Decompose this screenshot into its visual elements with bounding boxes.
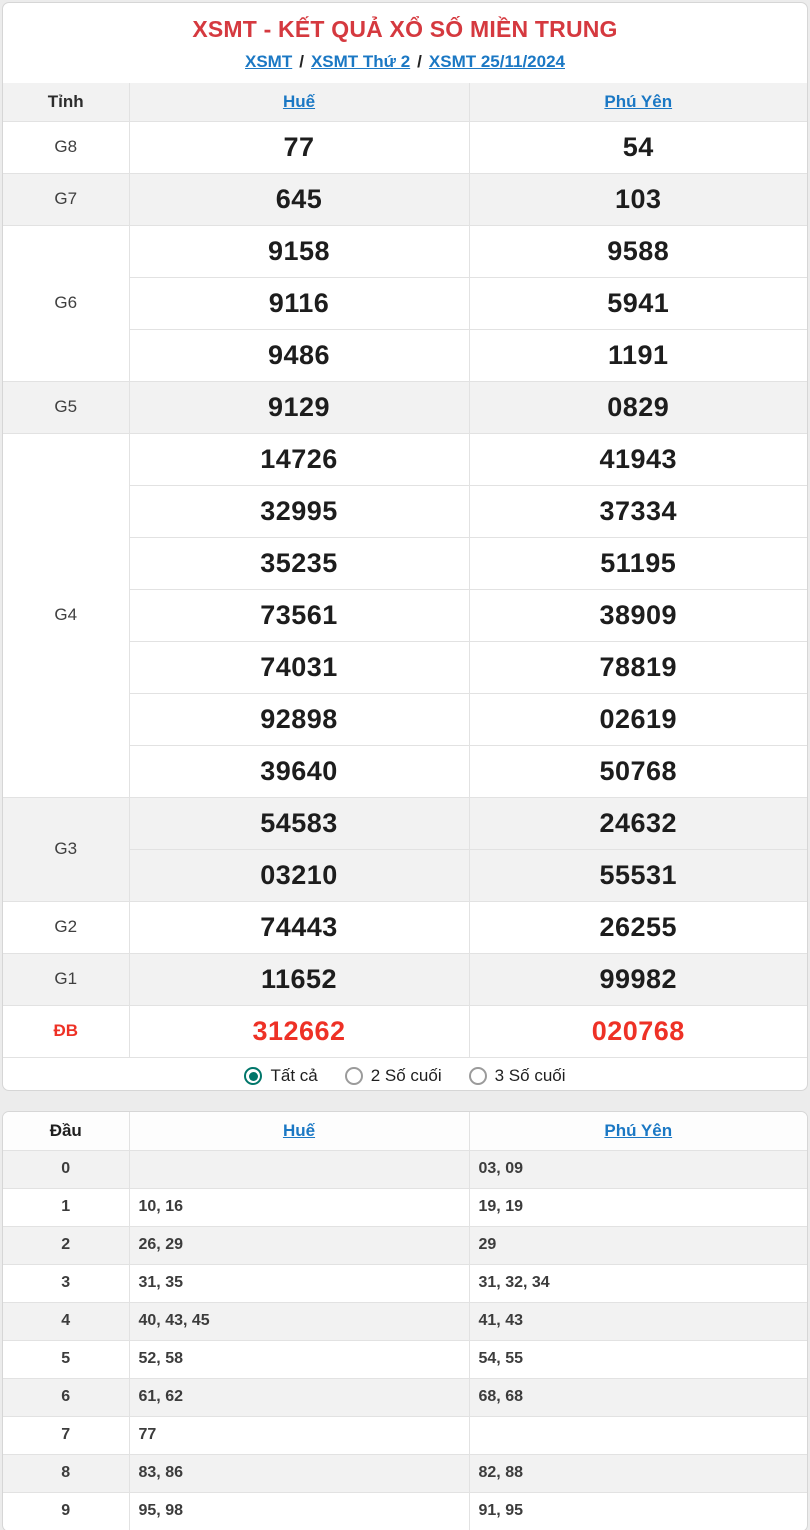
- prize-value-cell: 26255: [469, 901, 807, 953]
- province-column-header: [469, 83, 807, 121]
- head-digit-cell: 0: [3, 1150, 129, 1188]
- tail-values-cell: 54, 55: [469, 1340, 807, 1378]
- radio-dot-icon: [249, 1072, 258, 1081]
- prize-value-cell: 9129: [129, 381, 469, 433]
- prize-value-cell: 74031: [129, 641, 469, 693]
- tails-row: [3, 1264, 807, 1302]
- prize-row: [3, 953, 807, 1005]
- prize-label-cell: G1: [3, 953, 129, 1005]
- tail-values-cell: 31, 35: [129, 1264, 469, 1302]
- results-table: [3, 83, 807, 1058]
- head-digit-cell: 9: [3, 1492, 129, 1530]
- head-digit-cell: 2: [3, 1226, 129, 1264]
- radio-option-3-so-cuoi[interactable]: [469, 1066, 566, 1086]
- page-title: XSMT - KẾT QUẢ XỔ SỐ MIỀN TRUNG: [192, 16, 618, 42]
- prize-row: [3, 1005, 807, 1057]
- prize-value-cell: 24632: [469, 797, 807, 849]
- tail-values-cell: [129, 1150, 469, 1188]
- prize-row: [3, 797, 807, 849]
- display-mode-radio-group: [3, 1058, 807, 1092]
- prize-value-cell: 1191: [469, 329, 807, 381]
- prize-value-cell: 37334: [469, 485, 807, 537]
- prize-value-cell: 9486: [129, 329, 469, 381]
- tail-values-cell: 95, 98: [129, 1492, 469, 1530]
- tail-values-cell: 61, 62: [129, 1378, 469, 1416]
- breadcrumb: [3, 43, 807, 83]
- breadcrumb-link-xsmt[interactable]: XSMT: [245, 52, 293, 71]
- results-corner-header: Tỉnh: [3, 83, 129, 121]
- prize-value-cell: 92898: [129, 693, 469, 745]
- tail-values-cell: 40, 43, 45: [129, 1302, 469, 1340]
- head-digit-cell: 4: [3, 1302, 129, 1340]
- tail-values-cell: 52, 58: [129, 1340, 469, 1378]
- radio-option-label: Tất cả: [270, 1066, 318, 1085]
- tail-values-cell: 68, 68: [469, 1378, 807, 1416]
- province-column-header: [129, 83, 469, 121]
- tails-row: [3, 1302, 807, 1340]
- prize-value-cell: 645: [129, 173, 469, 225]
- breadcrumb-separator: /: [417, 52, 422, 71]
- prize-label-cell: G5: [3, 381, 129, 433]
- province-column-header: [129, 1112, 469, 1150]
- prize-value-cell: 73561: [129, 589, 469, 641]
- tail-values-cell: 03, 09: [469, 1150, 807, 1188]
- prize-value-cell: 35235: [129, 537, 469, 589]
- province-column-header: [469, 1112, 807, 1150]
- tails-row: [3, 1226, 807, 1264]
- prize-label-cell: G2: [3, 901, 129, 953]
- prize-row: [3, 225, 807, 277]
- prize-label-cell: G6: [3, 225, 129, 381]
- prize-value-cell: 14726: [129, 433, 469, 485]
- radio-icon: [469, 1067, 487, 1085]
- prize-value-cell: 11652: [129, 953, 469, 1005]
- prize-value-cell: 78819: [469, 641, 807, 693]
- prize-value-cell: 9158: [129, 225, 469, 277]
- prize-value-cell: 5941: [469, 277, 807, 329]
- radio-option-2-so-cuoi[interactable]: [345, 1066, 442, 1086]
- head-digit-cell: 6: [3, 1378, 129, 1416]
- tails-corner-header: Đầu: [3, 1112, 129, 1150]
- prize-value-cell: 9116: [129, 277, 469, 329]
- prize-value-cell: 38909: [469, 589, 807, 641]
- tail-values-cell: [469, 1416, 807, 1454]
- head-digit-cell: 8: [3, 1454, 129, 1492]
- tail-values-cell: 31, 32, 34: [469, 1264, 807, 1302]
- prize-value-cell: 9588: [469, 225, 807, 277]
- tail-values-cell: 41, 43: [469, 1302, 807, 1340]
- tails-row: [3, 1378, 807, 1416]
- prize-label-cell: ĐB: [3, 1005, 129, 1057]
- prize-label-cell: G4: [3, 433, 129, 797]
- radio-option-label: 3 Số cuối: [494, 1066, 566, 1085]
- radio-option-tat-ca[interactable]: [244, 1066, 317, 1086]
- breadcrumb-separator: /: [299, 52, 304, 71]
- prize-value-cell: 312662: [129, 1005, 469, 1057]
- prize-label-cell: G7: [3, 173, 129, 225]
- breadcrumb-link-xsmt-thu-2[interactable]: XSMT Thứ 2: [310, 52, 411, 71]
- prize-value-cell: 99982: [469, 953, 807, 1005]
- radio-icon: [244, 1067, 262, 1085]
- prize-row: [3, 433, 807, 485]
- radio-option-label: 2 Số cuối: [370, 1066, 442, 1085]
- tail-values-cell: 10, 16: [129, 1188, 469, 1226]
- prize-value-cell: 54583: [129, 797, 469, 849]
- breadcrumb-link-xsmt-25-11-2024[interactable]: XSMT 25/11/2024: [428, 52, 565, 71]
- prize-value-cell: 54: [469, 121, 807, 173]
- tail-values-cell: 91, 95: [469, 1492, 807, 1530]
- tails-row: [3, 1416, 807, 1454]
- province-link-hue[interactable]: Huế: [282, 91, 316, 111]
- results-card: [2, 2, 808, 1091]
- tails-row: [3, 1454, 807, 1492]
- prize-label-cell: G3: [3, 797, 129, 901]
- tails-card: [2, 1111, 808, 1530]
- province-link-phu-yen[interactable]: Phú Yên: [604, 91, 673, 111]
- prize-row: [3, 173, 807, 225]
- tails-row: [3, 1150, 807, 1188]
- tails-row: [3, 1340, 807, 1378]
- prize-value-cell: 55531: [469, 849, 807, 901]
- prize-value-cell: 32995: [129, 485, 469, 537]
- head-digit-cell: 3: [3, 1264, 129, 1302]
- tail-values-cell: 77: [129, 1416, 469, 1454]
- tail-values-cell: 26, 29: [129, 1226, 469, 1264]
- radio-icon: [345, 1067, 363, 1085]
- tails-row: [3, 1188, 807, 1226]
- tail-values-cell: 82, 88: [469, 1454, 807, 1492]
- prize-value-cell: 77: [129, 121, 469, 173]
- head-digit-cell: 7: [3, 1416, 129, 1454]
- prize-value-cell: 41943: [469, 433, 807, 485]
- prize-value-cell: 51195: [469, 537, 807, 589]
- prize-value-cell: 03210: [129, 849, 469, 901]
- prize-row: [3, 901, 807, 953]
- province-link-hue[interactable]: Huế: [282, 1120, 316, 1140]
- province-link-phu-yen[interactable]: Phú Yên: [604, 1120, 673, 1140]
- head-digit-cell: 5: [3, 1340, 129, 1378]
- tails-table: [3, 1112, 807, 1530]
- head-digit-cell: 1: [3, 1188, 129, 1226]
- tail-values-cell: 29: [469, 1226, 807, 1264]
- prize-value-cell: 39640: [129, 745, 469, 797]
- prize-value-cell: 020768: [469, 1005, 807, 1057]
- prize-value-cell: 0829: [469, 381, 807, 433]
- prize-label-cell: G8: [3, 121, 129, 173]
- tail-values-cell: 83, 86: [129, 1454, 469, 1492]
- prize-row: [3, 381, 807, 433]
- tail-values-cell: 19, 19: [469, 1188, 807, 1226]
- tails-row: [3, 1492, 807, 1530]
- prize-value-cell: 103: [469, 173, 807, 225]
- prize-value-cell: 50768: [469, 745, 807, 797]
- prize-value-cell: 02619: [469, 693, 807, 745]
- prize-row: [3, 121, 807, 173]
- prize-value-cell: 74443: [129, 901, 469, 953]
